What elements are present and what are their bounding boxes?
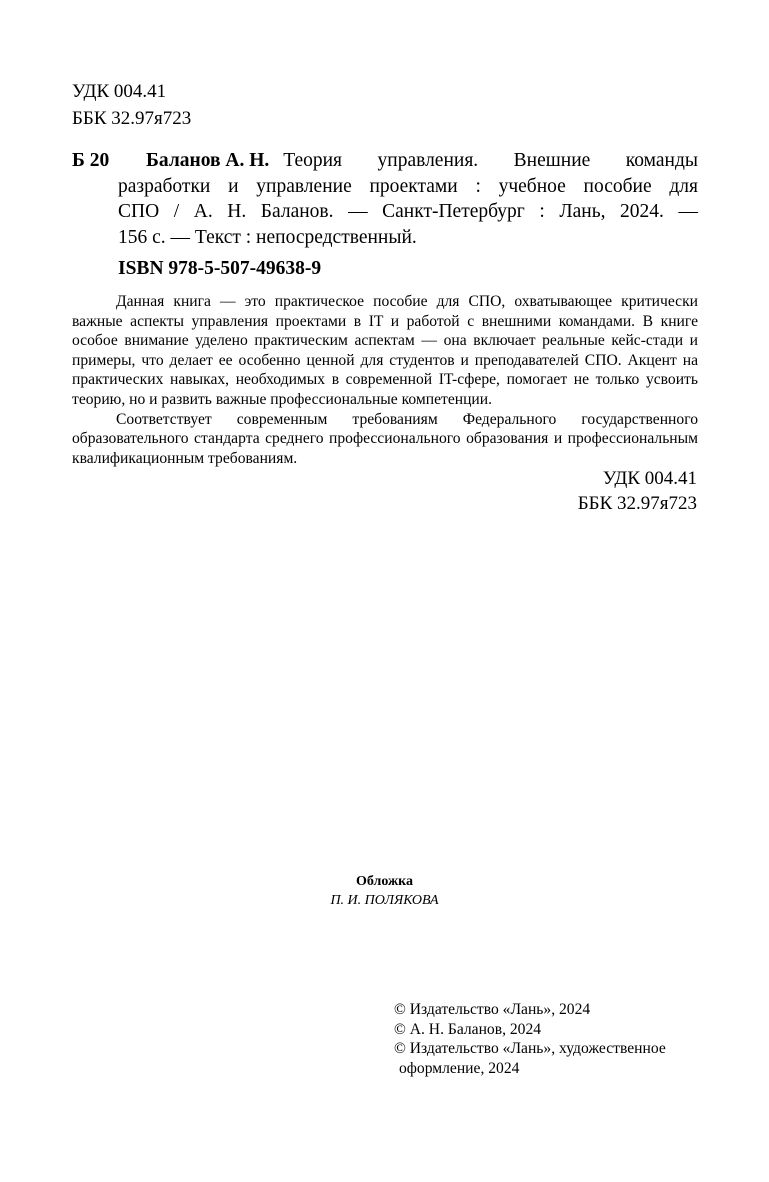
copyright-line-3: © Издательство «Лань», художественное <box>394 1040 666 1058</box>
title-line-4: 156 с. — Текст : непосредственный. <box>118 226 417 248</box>
udk-block-bottom <box>578 466 697 516</box>
udk-code-bottom: УДК 004.41 <box>602 468 697 489</box>
abstract <box>72 292 698 468</box>
title-line-3: СПО / А. Н. Баланов. — Санкт-Петербург : Лань, 2024. — <box>118 201 698 223</box>
abstract-paragraph-2: Соответствует современным требованиям Федерального государственного образовательного стандарта среднего профессионального образования и профессиональным квалификационным требованиям. <box>72 410 698 467</box>
copyright-line-1: © Издательство «Лань», 2024 <box>394 1001 591 1018</box>
author-name: Баланов А. Н. <box>146 150 270 171</box>
bibliographic-entry <box>72 148 698 250</box>
abstract-paragraph-1: Данная книга — это практическое пособие для СПО, охватывающее критически важные аспекты управления проектами в IT и работой с внешними командами. В книге особое внимание уделено практическим аспектам — она включает реальные кейс-стади и примеры, что делает ее особенно ценной для студентов и преподавателей СПО. Акцент на практических навыках, необходимых в современной IT-сфере, помогает не только усвоить теорию, но и развить важные профессиональные компетенции. <box>72 293 698 408</box>
bbk-code-bottom: ББК 32.97я723 <box>577 493 697 514</box>
udk-code: УДК 004.41 <box>72 81 167 102</box>
title-line-1: Теория управления. Внешние команды <box>283 150 698 171</box>
bbk-code: ББК 32.97я723 <box>72 108 192 129</box>
title-line-2: разработки и управление проектами : учебное пособие для <box>118 175 698 197</box>
udk-block-top <box>72 78 191 132</box>
isbn: ISBN 978-5-507-49638-9 <box>118 258 322 279</box>
copyright-line-2: © А. Н. Баланов, 2024 <box>394 1020 542 1038</box>
copyright-line-4: оформление, 2024 <box>399 1059 520 1077</box>
cover-credit <box>0 872 769 910</box>
cover-designer: П. И. ПОЛЯКОВА <box>330 893 439 908</box>
copyright-block <box>394 1000 666 1078</box>
author-mark: Б 20 <box>72 150 110 171</box>
cover-label: Обложка <box>355 874 414 889</box>
